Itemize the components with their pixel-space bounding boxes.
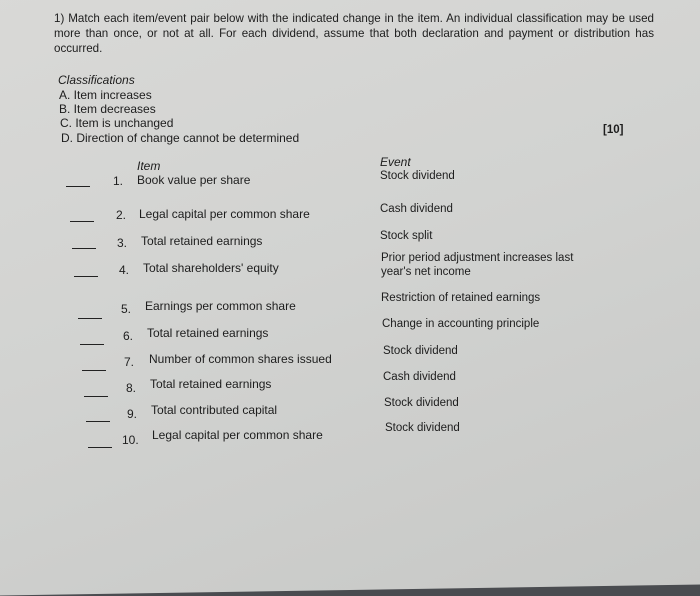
answer-blank[interactable] <box>70 221 94 222</box>
points-label: [10] <box>603 124 624 136</box>
row-item: Legal capital per common share <box>139 207 310 221</box>
answer-blank[interactable] <box>80 344 104 345</box>
row-number: 8. <box>126 381 137 395</box>
row-number: 4. <box>119 263 130 277</box>
row-number: 5. <box>121 302 132 316</box>
row-item: Total shareholders' equity <box>143 261 279 275</box>
row-event: Stock dividend <box>383 345 458 357</box>
classification-d: D. Direction of change cannot be determined <box>61 131 300 145</box>
row-item: Total contributed capital <box>151 403 278 417</box>
answer-blank[interactable] <box>86 421 110 422</box>
row-number: 9. <box>127 407 138 421</box>
answer-blank[interactable] <box>74 276 98 277</box>
row-number: 6. <box>123 329 134 343</box>
row-number: 2. <box>116 208 127 222</box>
classification-a: A. Item increases <box>59 88 152 102</box>
row-item: Book value per share <box>137 173 251 187</box>
row-event: Stock dividend <box>385 422 460 434</box>
row-number: 1. <box>113 174 124 188</box>
row-event: Change in accounting principle <box>382 318 540 330</box>
answer-blank[interactable] <box>84 396 108 397</box>
row-item: Total retained earnings <box>150 377 272 391</box>
row-event: Stock dividend <box>380 170 455 182</box>
row-item: Legal capital per common share <box>152 428 323 442</box>
question-text: 1) Match each item/event pair below with the indicated change in the item. An individual classification may be used more than once, or not at all. For each dividend, assume that both declaration and payment or distribution has occurred. <box>54 12 654 55</box>
row-event: Cash dividend <box>380 203 453 215</box>
answer-blank[interactable] <box>78 318 102 319</box>
row-number: 7. <box>124 355 135 369</box>
row-event: Stock dividend <box>384 397 459 409</box>
classification-b: B. Item decreases <box>59 102 156 116</box>
event-header: Event <box>380 155 411 169</box>
row-event: Restriction of retained earnings <box>381 292 541 304</box>
row-number: 10. <box>122 433 139 447</box>
row-item: Total retained earnings <box>147 326 269 340</box>
answer-blank[interactable] <box>82 370 106 371</box>
row-event: Cash dividend <box>383 371 456 383</box>
row-item: Earnings per common share <box>145 299 296 313</box>
row-number: 3. <box>117 236 128 250</box>
row-item: Total retained earnings <box>141 234 263 248</box>
row-event: Prior period adjustment increases last year's net income <box>381 252 574 278</box>
row-event: Stock split <box>380 230 433 242</box>
answer-blank[interactable] <box>72 248 96 249</box>
answer-blank[interactable] <box>88 447 112 448</box>
classification-c: C. Item is unchanged <box>60 116 174 130</box>
row-item: Number of common shares issued <box>149 352 332 366</box>
item-header: Item <box>137 159 161 173</box>
classifications-title: Classifications <box>58 73 135 87</box>
answer-blank[interactable] <box>66 186 90 187</box>
